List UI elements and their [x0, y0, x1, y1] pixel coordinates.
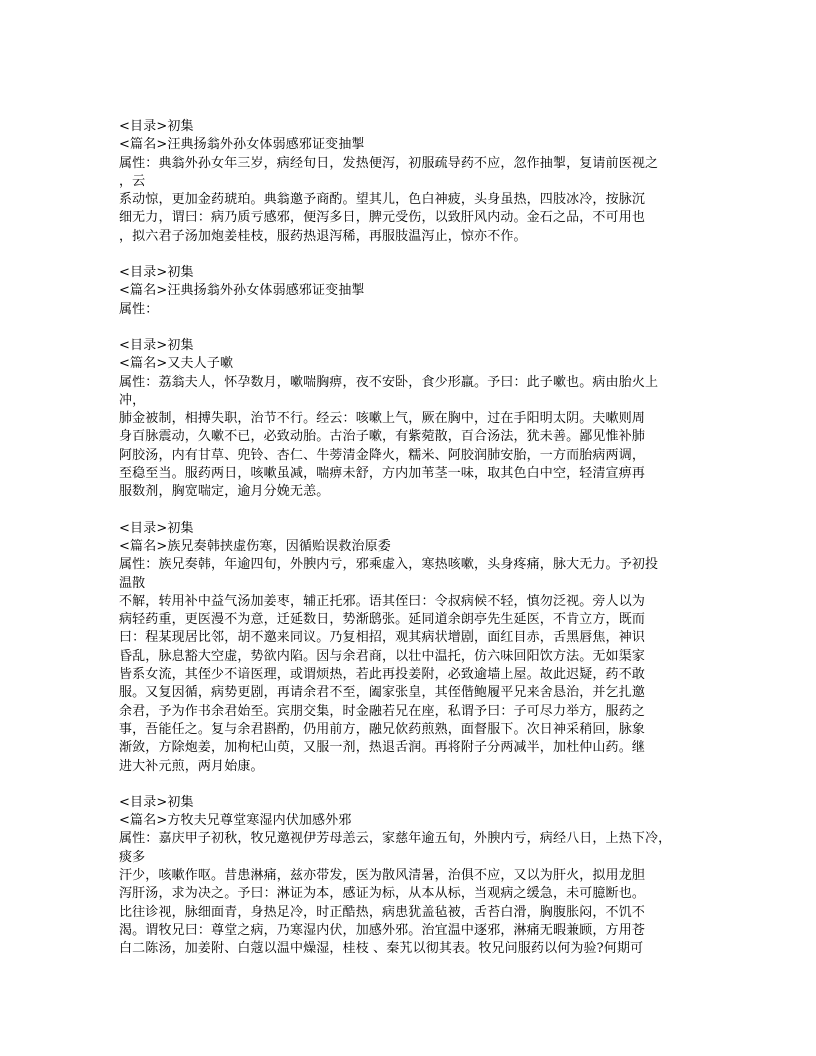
body-line: 至稳至当。服药两日，咳嗽虽减，喘痹未舒，方内加苇茎一味，取其色白中空，轻清宣痹再 — [119, 466, 646, 482]
catalog-label: <目录>初集 — [119, 794, 194, 810]
body-line: 事，吾能任之。复与余君斟酌，仍用前方，融兄佽药煎熟，面督服下。次日神采稍回，脉象 — [119, 721, 646, 737]
body-line: 余君，予为作书余君始至。宾朋交集，时金融若兄在座，私谓予曰：子可尽力举方，服药之 — [119, 703, 646, 719]
body-line: 曰：程某现居比邻，胡不邀来同议。乃复相招，观其病状增剧，面红目赤，舌黑唇焦，神识 — [119, 630, 646, 646]
entry-1 — [119, 118, 699, 246]
body-line: ，拟六君子汤加炮姜桂枝，服药热退泻稀，再服肢温泻止，惊亦不作。 — [119, 228, 527, 244]
body-line: 属性：荔翁夫人，怀孕数月，嗽喘胸痹，夜不安卧，食少形羸。予曰：此子嗽也。病由胎火上 — [119, 374, 659, 390]
document-page — [119, 118, 699, 976]
body-line: 皆系女流，其侄少不谙医理，或谓烦热，若此再投姜附，必致逾墙上屋。故此迟疑，药不敢 — [119, 667, 646, 683]
body-line: 系动惊，更加金药琥珀。典翁邀予商酌。望其儿，色白神疲，头身虽热，四肢冰冷，按脉沉 — [119, 192, 646, 208]
body-line: 不解，转用补中益气汤加姜枣，辅正托邪。语其侄曰：令叔病候不轻，慎勿泛视。旁人以为 — [119, 593, 646, 609]
body-line: 服。又复因循，病势更剧，再请余君不至，阖家张皇，其侄偕鲍履平兄来舍恳治，并乞扎邀 — [119, 685, 646, 701]
body-line: ，云 — [119, 173, 146, 189]
body-line: 白二陈汤，加姜附、白蔻以温中燥湿，桂枝 、秦艽以彻其表。牧兄问服药以何为验?何期可 — [119, 941, 644, 957]
body-line: 比往诊视，脉细面青，身热足冷，时正酷热，病患犹盖毡被，舌苔白滑，胸腹胀闷，不饥不 — [119, 904, 646, 920]
entry-3 — [119, 337, 699, 502]
entry-2 — [119, 264, 699, 319]
body-line: 汗少，咳嗽作呕。昔患淋痛，兹亦带发，医为散风清暑，治俱不应，又以为肝火，拟用龙胆 — [119, 867, 646, 883]
body-line: 痰多 — [119, 849, 146, 865]
body-line: 阿胶汤，内有甘草、兜铃、杏仁、牛蒡清金降火，糯米、阿胶润肺安胎，一方而胎病两调， — [119, 447, 646, 463]
body-line: 属性：典翁外孙女年三岁，病经旬日，发热便泻，初服疏导药不应，忽作抽掣，复请前医视之 — [119, 155, 659, 171]
body-line: 属性：族兄奏韩，年逾四旬，外腴内亏，邪乘虚入，寒热咳嗽，头身疼痛，脉大无力。予初投 — [119, 557, 659, 573]
body-line: 昏乱，脉息豁大空虚，势欲内陷。因与余君商，以壮中温托，仿六味回阳饮方法。无如渠家 — [119, 648, 646, 664]
chapter-title: <篇名>族兄奏韩挟虚伤寒，因循贻误救治原委 — [119, 538, 391, 554]
body-line: 属性：嘉庆甲子初秋，牧兄邀视伊芳母恙云，家慈年逾五旬，外腴内亏，病经八日，上热下冷， — [119, 831, 672, 847]
body-line: 泻肝汤，求为决之。予曰：淋证为本，感证为标，从本从标，当观病之缓急，未可臆断也。 — [119, 886, 646, 902]
body-line: 细无力，谓曰：病乃质亏感邪，便泻多日，脾元受伤，以致肝风内动。金石之品，不可用也 — [119, 210, 646, 226]
entry-4 — [119, 520, 699, 776]
body-line: 冲， — [119, 392, 146, 408]
catalog-label: <目录>初集 — [119, 119, 194, 134]
chapter-title: <篇名>又夫人子嗽 — [119, 356, 234, 372]
body-line: 病轻药重，更医漫不为意，迁延数日，势渐鸱张。延同道余朗亭先生延医，不肯立方，既而 — [119, 612, 646, 628]
chapter-title: <篇名>汪典扬翁外孙女体弱感邪证变抽掣 — [119, 137, 365, 153]
catalog-label: <目录>初集 — [119, 520, 194, 536]
catalog-label: <目录>初集 — [119, 265, 194, 281]
body-line: 服数剂，胸宽喘定，逾月分娩无恙。 — [119, 484, 330, 500]
body-line: 身百脉震动，久嗽不已，必致动胎。古治子嗽，有紫菀散，百合汤法，犹未善。鄙见惟补肺 — [119, 429, 646, 445]
body-line: 温散 — [119, 575, 146, 591]
body-line: 进大补元煎，两月始康。 — [119, 758, 264, 774]
body-line: 渐敛，方除炮姜，加枸杞山萸，又服一剂，热退舌润。再将附子分两减半，加杜仲山药。继 — [119, 740, 646, 756]
body-line: 渴。谓牧兄曰：尊堂之病，乃寒湿内伏，加感外邪。治宜温中逐邪，淋痛无暇兼顾，方用苍 — [119, 922, 646, 938]
body-line: 属性： — [119, 301, 159, 317]
catalog-label: <目录>初集 — [119, 337, 194, 353]
chapter-title: <篇名>汪典扬翁外孙女体弱感邪证变抽掣 — [119, 283, 365, 299]
chapter-title: <篇名>方牧夫兄尊堂寒湿内伏加感外邪 — [119, 813, 352, 829]
body-line: 肺金被制，相搏失职，治节不行。经云：咳嗽上气，厥在胸中，过在手阳明太阴。夫嗽则周 — [119, 411, 646, 427]
entry-5 — [119, 794, 699, 959]
